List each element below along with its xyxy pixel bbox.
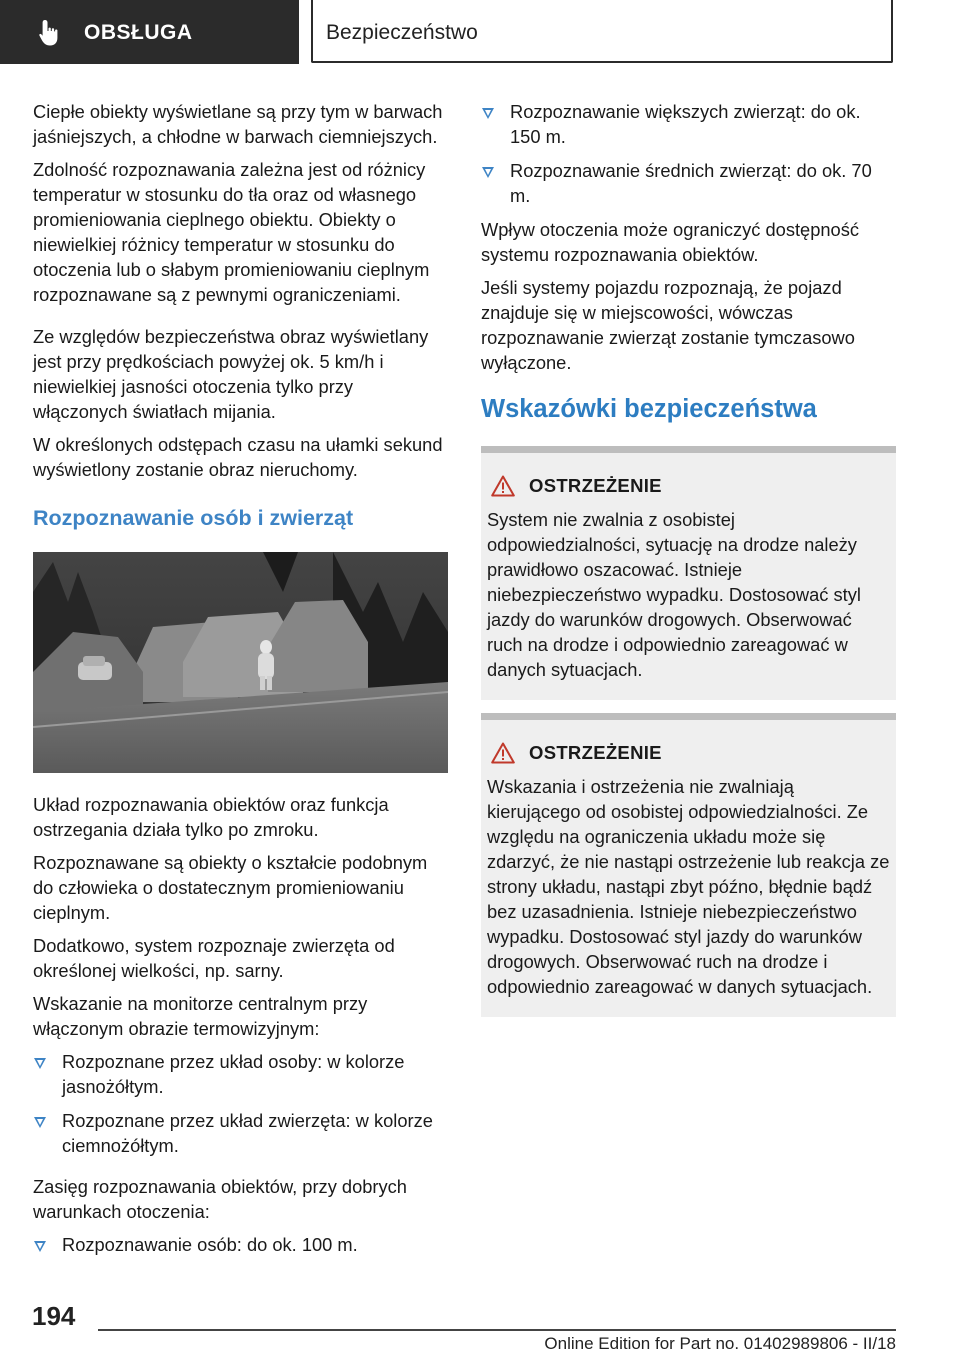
warning-title: OSTRZEŻENIE: [529, 475, 662, 496]
bullet-triangle-icon: [34, 1117, 46, 1128]
bullet-triangle-icon: [482, 108, 494, 119]
list-item: Rozpoznane przez układ zwierzęta: w kolorze ciemnożółtym.: [33, 1108, 449, 1158]
right-column: [481, 99, 896, 1030]
warning-triangle-icon: [491, 742, 515, 764]
bullet-list: [481, 99, 896, 208]
list-item: Rozpoznawanie średnich zwierząt: do ok. 70 m.: [481, 158, 896, 208]
paragraph: Dodatkowo, system rozpoznaje zwierzęta od określonej wielkości, np. sarny.: [33, 935, 395, 981]
section-heading: Wskazówki bezpieczeństwa: [481, 395, 817, 423]
warning-box: [481, 446, 896, 700]
bullet-triangle-icon: [482, 167, 494, 178]
warning-text: System nie zwalnia z osobistej odpowiedzialności, sytuację na drodze należy prawidłowo oszacować. Istnieje niebezpieczeństwo wypadku. Dostosować styl jazdy do warunków drogowych. Obserwować ruch na drodze i odpowiednio zareagować w danych sytuacjach.: [487, 509, 861, 680]
bullet-triangle-icon: [34, 1058, 46, 1069]
paragraph: Ze względów bezpieczeństwa obraz wyświetlany jest przy prędkościach powyżej ok. 5 km/h i niewielkiej jasności otoczenia tylko przy włączonych światłach mijania.: [33, 326, 429, 422]
paragraph: Ciepłe obiekty wyświetlane są przy tym w barwach jaśniejszych, a chłodne w barwach ciemniejszych.: [33, 101, 443, 147]
edition-note: Online Edition for Part no. 01402989806 - II/18: [544, 1334, 896, 1353]
section-tab: [0, 0, 299, 64]
paragraph: Zdolność rozpoznawania zależna jest od różnicy temperatur w stosunku do tła oraz od własnego promieniowania cieplnego obiektu. Obiekty o niewielkiej różnicy temperatur w stosunku do otoczenia lub o słabym promieniowaniu cieplnym rozpoznawane są z pewnymi ograniczeniami.: [33, 159, 430, 305]
list-item: Rozpoznawanie osób: do ok. 100 m.: [33, 1232, 449, 1257]
warning-text: Wskazania i ostrzeżenia nie zwalniają kierującego od osobistej odpowiedzialności. Ze względu na ograniczenia układu może się zdarzyć, że nie nastąpi ostrzeżenie lub reakcja ze strony układu, nastąpi zbyt późno, błędnie bądź bez uzasadnienia. Istnieje niebezpieczeństwo wypadku. Dostosować styl jazdy do warunków drogowych. Obserwować ruch na drodze i odpowiednio zareagować w danych sytuacjach.: [487, 776, 890, 997]
chapter-tab: [311, 0, 893, 63]
thermal-image: [33, 552, 448, 773]
paragraph: Zasięg rozpoznawania obiektów, przy dobrych warunkach otoczenia:: [33, 1176, 407, 1222]
warning-title: OSTRZEŻENIE: [529, 742, 662, 763]
bullet-triangle-icon: [34, 1241, 46, 1252]
paragraph: Wskazanie na monitorze centralnym przy włączonym obrazie termowizyjnym:: [33, 993, 368, 1039]
paragraph: Jeśli systemy pojazdu rozpoznają, że pojazd znajduje się w miejscowości, wówczas rozpoznawanie zwierząt zostanie tymczasowo wyłączone.: [481, 277, 855, 373]
list-item: Rozpoznawanie większych zwierząt: do ok. 150 m.: [481, 99, 896, 149]
list-item: Rozpoznane przez układ osoby: w kolorze jasnożółtym.: [33, 1049, 449, 1099]
chapter-title: Bezpieczeństwo: [326, 21, 478, 44]
hand-pointer-icon: [36, 18, 66, 48]
warning-box: [481, 713, 896, 1017]
page-number: 194: [32, 1301, 76, 1331]
warning-triangle-icon: [491, 475, 515, 497]
bullet-list: [33, 1232, 449, 1257]
section-label: OBSŁUGA: [84, 21, 193, 44]
section-heading: Rozpoznawanie osób i zwierząt: [33, 506, 354, 530]
paragraph: Układ rozpoznawania obiektów oraz funkcja ostrzegania działa tylko po zmroku.: [33, 794, 389, 840]
footer-divider: [98, 1329, 896, 1331]
paragraph: Wpływ otoczenia może ograniczyć dostępność systemu rozpoznawania obiektów.: [481, 219, 859, 265]
left-column: [33, 99, 449, 1266]
paragraph: W określonych odstępach czasu na ułamki sekund wyświetlony zostanie obraz nieruchomy.: [33, 434, 443, 480]
thermal-night-vision-picture: [33, 552, 448, 773]
paragraph: Rozpoznawane są obiekty o kształcie podobnym do człowieka o dostatecznym promieniowaniu cieplnym.: [33, 852, 428, 923]
bullet-list: [33, 1049, 449, 1158]
